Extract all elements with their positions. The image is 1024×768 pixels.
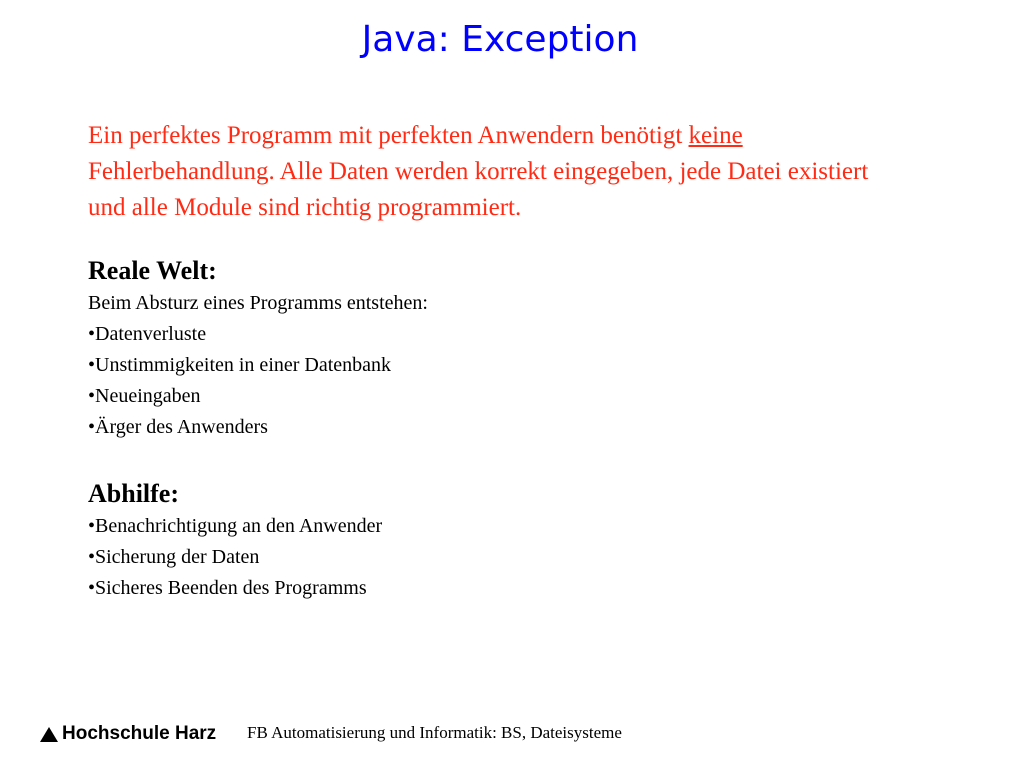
real-world-item: •Unstimmigkeiten in einer Datenbank — [88, 354, 392, 376]
real-world-item: •Ärger des Anwenders — [88, 416, 268, 438]
real-world-heading: Reale Welt: — [88, 256, 217, 285]
slide-title: Java: Exception — [361, 19, 639, 60]
remedy-item: •Benachrichtigung an den Anwender — [88, 515, 383, 537]
intro-underlined-word: keine — [688, 122, 743, 149]
intro-paragraph — [88, 118, 908, 226]
remedy-item: •Sicherung der Daten — [88, 546, 260, 568]
intro-text-end: Fehlerbehandlung. Alle Daten werden korrekt eingegeben, jede Datei existiert und alle Module sind richtig programmiert. — [88, 158, 869, 221]
intro-text-start: Ein perfektes Programm mit perfekten Anwendern benötigt — [88, 122, 689, 149]
footer-text: FB Automatisierung und Informatik: BS, Dateisysteme — [247, 723, 622, 742]
real-world-item: •Neueingaben — [88, 385, 201, 407]
university-logo — [40, 723, 216, 745]
footer — [40, 719, 622, 749]
real-world-lead: Beim Absturz eines Programms entstehen: — [88, 292, 428, 314]
triangle-icon — [40, 727, 58, 742]
remedy-item: •Sicheres Beenden des Programms — [88, 577, 367, 599]
remedy-section — [88, 477, 382, 604]
real-world-section — [88, 254, 428, 443]
remedy-heading: Abhilfe: — [88, 479, 179, 508]
real-world-item: •Datenverluste — [88, 323, 207, 345]
logo-text: Hochschule Harz — [62, 723, 217, 744]
